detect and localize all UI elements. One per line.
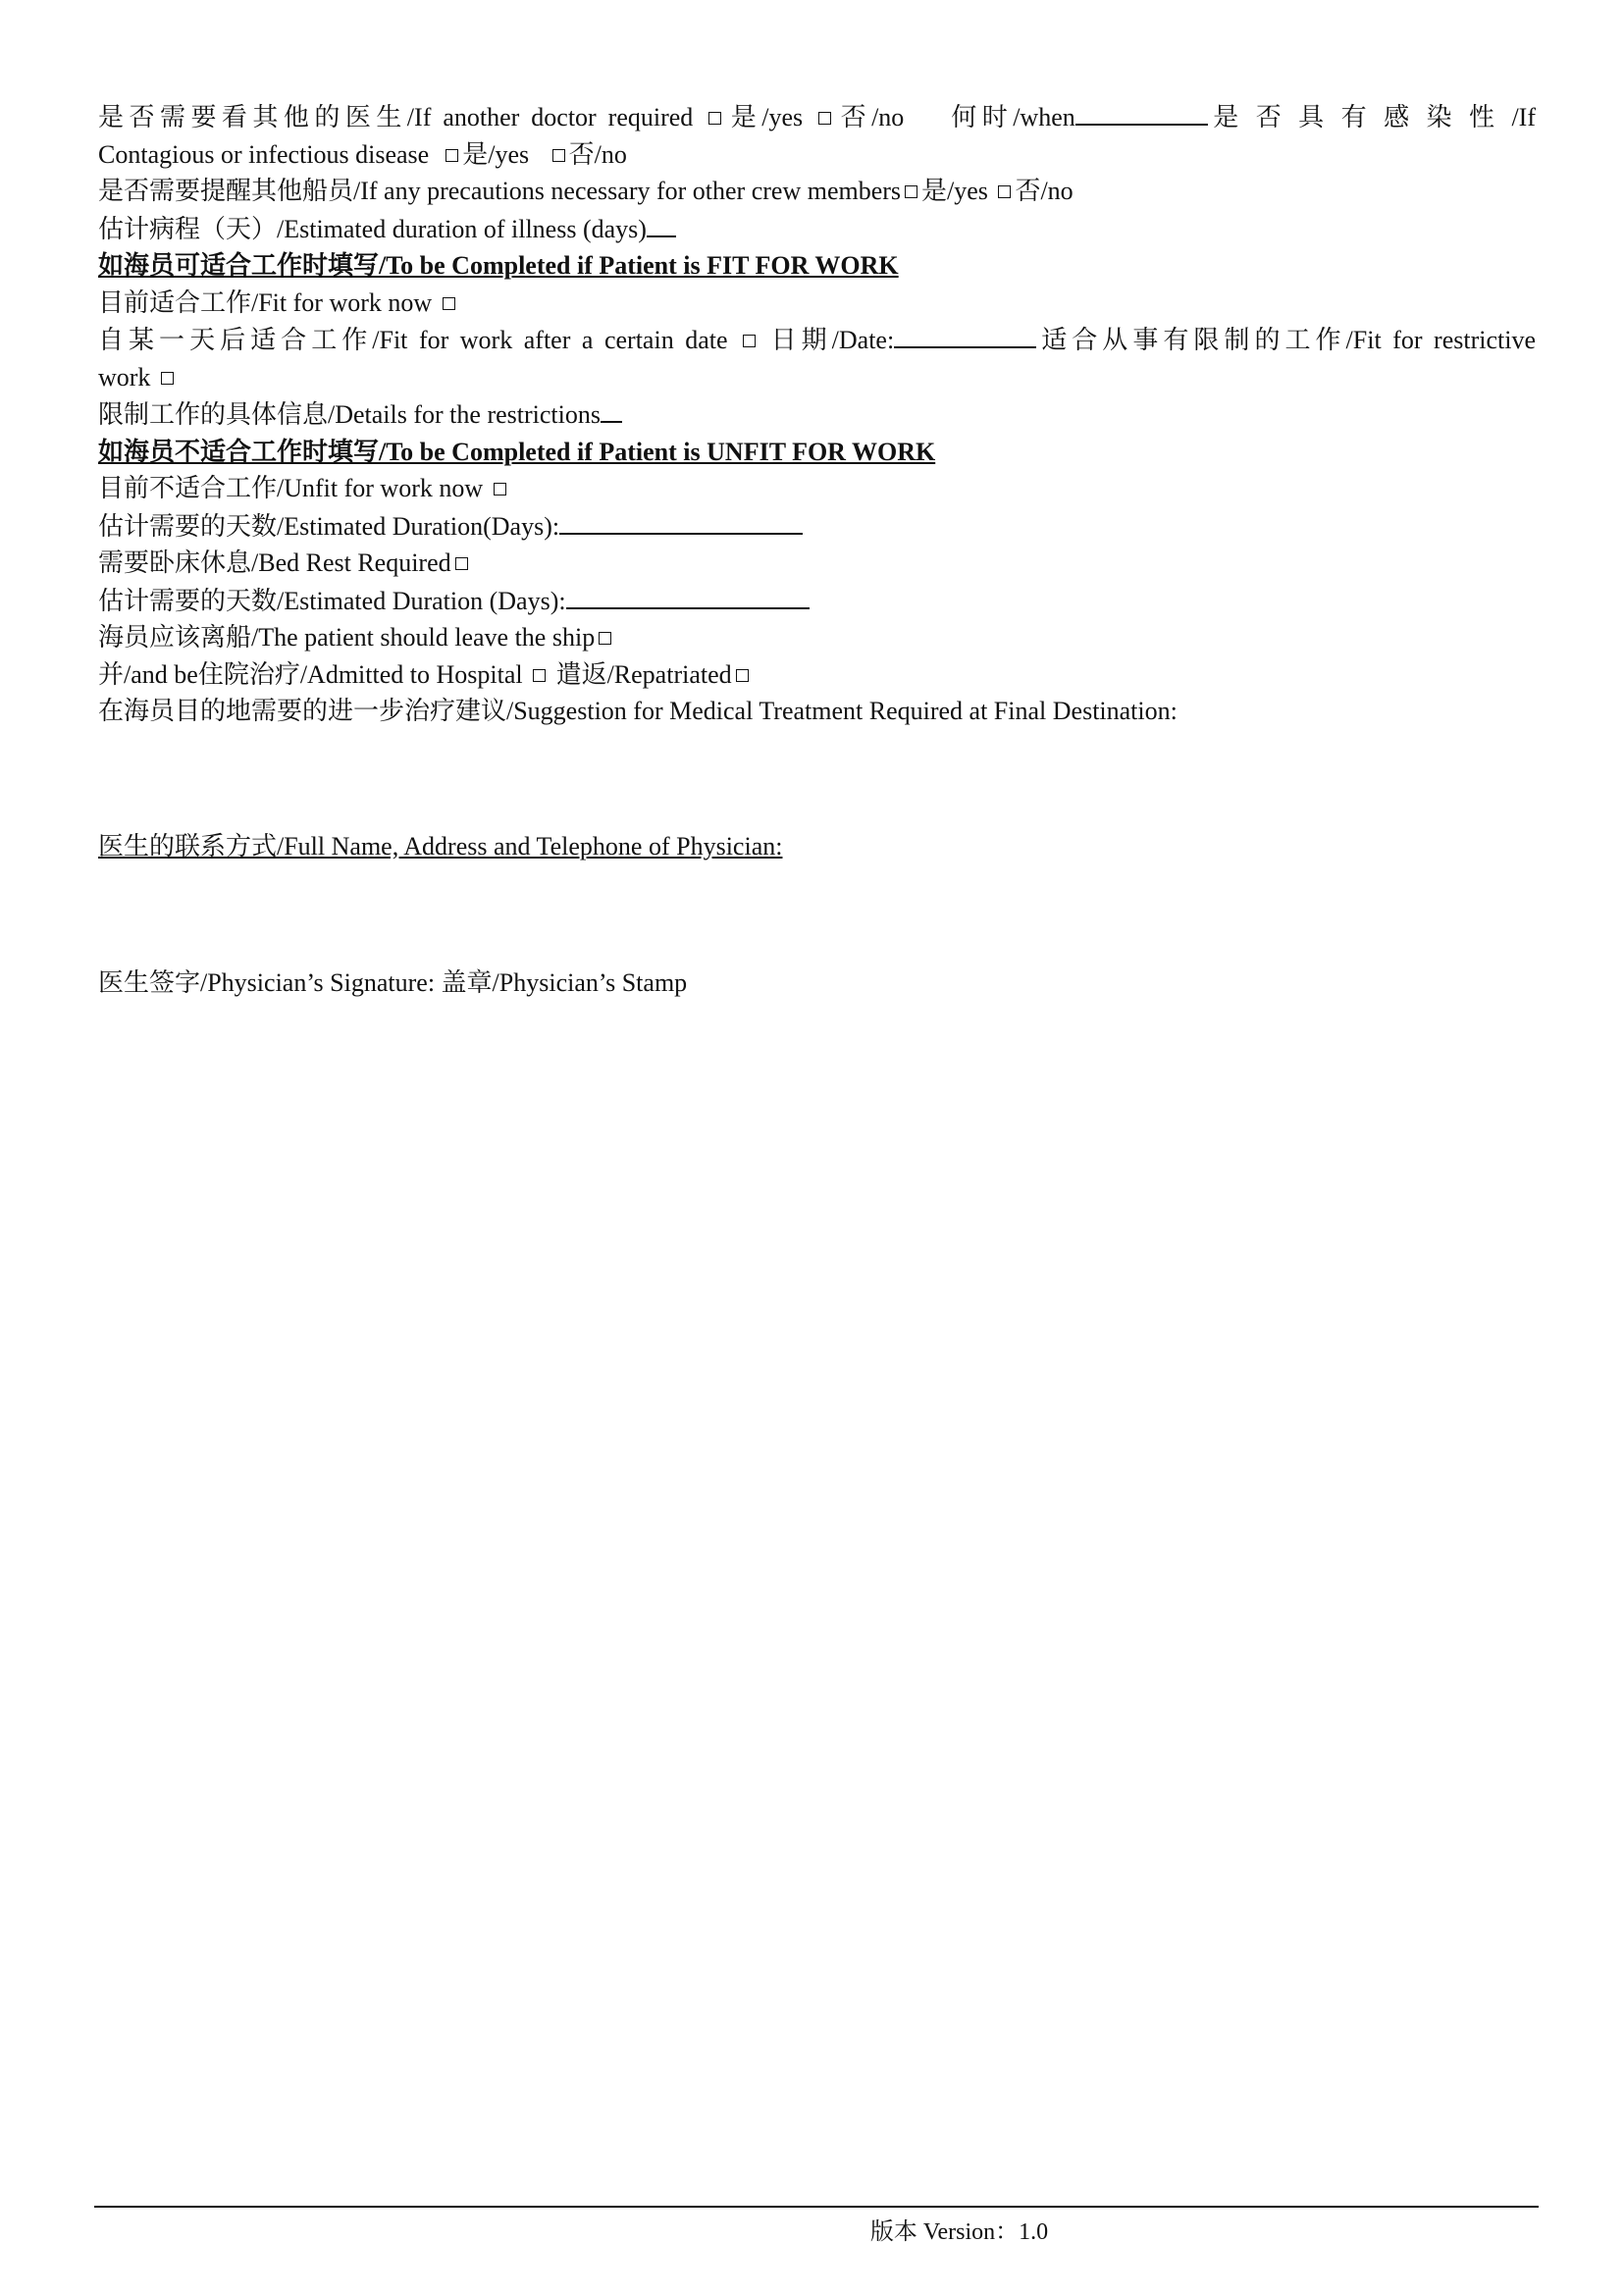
unfit-now-checkbox[interactable] [494,483,506,496]
illness-duration-row [98,210,1536,248]
physician-contact-answer-area[interactable] [98,864,1536,965]
estimated-days-field-2[interactable] [566,582,810,609]
restrictions-label: 限制工作的具体信息/Details for the restrictions [98,400,601,429]
estimated-days-row-2 [98,582,1536,620]
leave-ship-row [98,619,1536,656]
contagious-yes-checkbox[interactable] [445,149,458,162]
fit-for-work-heading: 如海员可适合工作时填写/To be Completed if Patient is FIT FOR WORK [98,251,899,280]
signature-row [98,965,1536,1002]
fit-after-checkbox[interactable] [743,335,756,347]
precautions-yes-checkbox[interactable] [905,185,917,198]
another-doctor-row [98,98,1536,136]
repatriated-label: 遣返/Repatriated [555,659,732,689]
bed-rest-label: 需要卧床休息/Bed Rest Required [98,548,451,577]
medical-report-form [98,98,1536,1002]
estimated-days-label-1: 估计需要的天数/Estimated Duration(Days): [98,511,560,541]
precautions-row [98,173,1536,210]
unfit-for-work-heading: 如海员不适合工作时填写/To be Completed if Patient is UNFIT FOR WORK [98,437,936,466]
date-field[interactable] [894,321,1036,348]
illness-duration-label: 估计病程（天）/Estimated duration of illness (days) [98,214,647,243]
fit-restrictive-label-part1: 适合从事有限制的工作/Fit for restrictive [1036,326,1536,354]
fit-now-row [98,285,1536,322]
contagious-yes-label: 是/yes [462,139,530,169]
contagious-no-label: 否/no [568,139,627,169]
version-footer: 版本 Version：1.0 [869,2219,1049,2245]
fit-after-label: 自某一天后适合工作/Fit for work after a certain date [98,326,728,354]
unfit-now-label: 目前不适合工作/Unfit for work now [98,474,484,502]
precautions-label: 是否需要提醒其他船员/If any precautions necessary for other crew members [98,177,902,205]
estimated-days-field-1[interactable] [559,507,803,535]
another-doctor-yes-checkbox[interactable] [708,112,721,125]
contagious-label-part1: 是 否 具 有 感 染 性 /If [1207,103,1537,131]
bed-rest-row [98,545,1536,582]
suggestion-label: 在海员目的地需要的进一步治疗建议/Suggestion for Medical Treatment Required at Final Destination: [98,697,1178,725]
footer-divider [94,2206,1539,2208]
precautions-yes-label: 是/yes [921,177,988,205]
date-label: 日期/Date: [770,326,895,354]
another-doctor-no-label: 否/no [835,103,905,131]
precautions-no-label: 否/no [1015,177,1074,205]
when-field[interactable] [1075,98,1208,126]
unfit-now-row [98,470,1536,507]
contagious-no-checkbox[interactable] [552,149,565,162]
fit-restrictive-checkbox[interactable] [161,372,174,385]
restrictions-row [98,395,1536,434]
admitted-label: 住院治疗/Admitted to Hospital [197,659,523,689]
physician-contact-label: 医生的联系方式/Full Name, Address and Telephone of Physician: [98,831,783,861]
contagious-label-part2: Contagious or infectious disease [98,139,430,169]
fit-restrictive-row [98,359,1536,396]
illness-duration-field[interactable] [647,210,676,237]
and-be-label: 并/and be [98,659,198,689]
fit-after-row [98,321,1536,359]
fit-now-checkbox[interactable] [443,297,455,310]
bed-rest-checkbox[interactable] [455,557,468,570]
admitted-checkbox[interactable] [533,669,546,682]
fit-now-label: 目前适合工作/Fit for work now [98,287,433,317]
estimated-days-row-1 [98,507,1536,546]
repatriated-checkbox[interactable] [736,669,749,682]
fit-restrictive-label-part2: work [98,362,151,391]
leave-ship-checkbox[interactable] [599,632,611,645]
another-doctor-label: 是否需要看其他的医生/If another doctor required [98,103,694,131]
signature-label: 医生签字/Physician’s Signature: [98,968,436,997]
precautions-no-checkbox[interactable] [998,185,1011,198]
suggestion-answer-area[interactable] [98,730,1536,828]
stamp-label: 盖章/Physician’s Stamp [441,968,688,997]
restrictions-field[interactable] [601,395,622,423]
contagious-row [98,136,1536,174]
another-doctor-no-checkbox[interactable] [818,112,831,125]
another-doctor-yes-label: 是/yes [725,103,804,131]
disposition-row [98,656,1536,694]
when-label: 何时/when [951,103,1075,131]
leave-ship-label: 海员应该离船/The patient should leave the ship [98,623,596,652]
estimated-days-label-2: 估计需要的天数/Estimated Duration (Days): [98,586,566,615]
